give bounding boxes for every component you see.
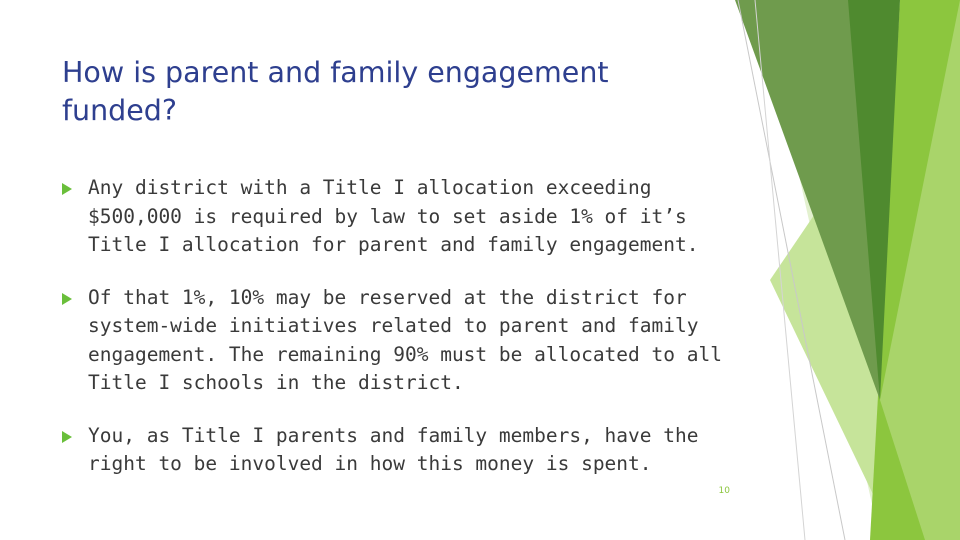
slide-title: How is parent and family engagement funded?	[62, 56, 609, 127]
bullet-text: Any district with a Title I allocation exceeding $500,000 is required by law to set aside 1% of it’s Title I allocation for parent and family engagement.	[88, 176, 699, 256]
bullet-text: You, as Title I parents and family members, have the right to be involved in how this money is spent.	[88, 423, 699, 475]
bullet-item	[62, 284, 722, 398]
bullet-list	[62, 174, 722, 503]
bullet-item	[62, 174, 722, 260]
triangle-bullet-icon	[62, 431, 72, 443]
bullet-item	[62, 422, 722, 479]
slide-number: 10	[718, 486, 730, 496]
bullet-text: Of that 1%, 10% may be reserved at the district for system-wide initiatives related to parent and family engagement. The remaining 90% must be allocated to all Title I schools in the district.	[88, 285, 722, 394]
triangle-bullet-icon	[62, 183, 72, 195]
triangle-bullet-icon	[62, 293, 72, 305]
